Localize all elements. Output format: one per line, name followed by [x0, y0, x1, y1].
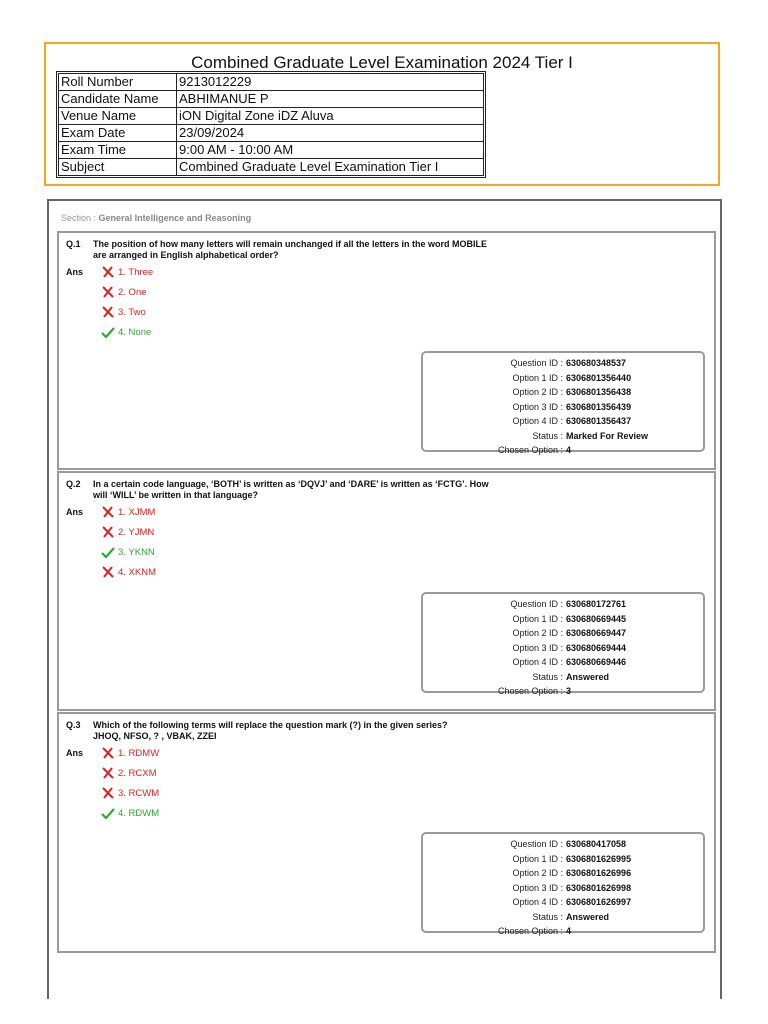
meta-key: Chosen Option :	[497, 926, 563, 936]
meta-row	[423, 598, 703, 611]
option-label: 1. Three	[118, 266, 154, 278]
option-label: 3. Two	[118, 306, 146, 318]
info-key: Exam Date	[59, 125, 177, 142]
meta-value: 6306801626997	[566, 897, 632, 907]
meta-value: 6306801356437	[566, 416, 632, 426]
question-text-line: In a certain code language, ‘BOTH’ is written as ‘DQVJ’ and ‘DARE’ is written as ‘FCTG’. How	[93, 479, 489, 489]
meta-row	[423, 882, 703, 895]
question-card-1	[57, 231, 716, 470]
meta-key: Status :	[532, 430, 563, 441]
info-row	[59, 108, 484, 125]
meta-row	[423, 430, 703, 443]
meta-key: Option 1 ID :	[512, 613, 563, 624]
meta-row	[423, 401, 703, 414]
section-container	[47, 199, 722, 999]
meta-row	[423, 867, 703, 880]
info-row	[59, 74, 484, 91]
meta-row	[423, 838, 703, 851]
meta-key: Option 4 ID :	[512, 897, 563, 907]
check-icon	[101, 326, 115, 338]
info-key: Subject	[59, 159, 177, 176]
question-meta	[421, 351, 705, 455]
meta-row	[423, 642, 703, 655]
meta-value: 6306801356439	[566, 401, 632, 412]
meta-value: 4	[566, 926, 572, 936]
cross-icon	[101, 526, 115, 538]
question-text-line: are arranged in English alphabetical order?	[93, 250, 279, 260]
meta-value: 6306801626995	[566, 853, 632, 864]
meta-value: Answered	[566, 911, 610, 922]
meta-row	[423, 853, 703, 866]
question-text-line: will ‘WILL’ be written in that language?	[93, 490, 259, 500]
question-text-line: Which of the following terms will replace the question mark (?) in the given series?	[93, 720, 448, 730]
meta-value: 6306801626996	[566, 868, 632, 878]
meta-row	[423, 627, 703, 640]
meta-key: Option 2 ID :	[512, 868, 563, 878]
meta-row	[423, 372, 703, 385]
meta-key: Option 4 ID :	[512, 416, 563, 426]
exam-title: Combined Graduate Level Examination 2024 Tier I	[191, 53, 573, 72]
question-text	[93, 479, 533, 501]
meta-value: Answered	[566, 671, 610, 682]
meta-key: Chosen Option :	[497, 686, 563, 696]
info-row	[59, 159, 484, 176]
meta-key: Option 4 ID :	[512, 657, 563, 667]
question-meta	[421, 592, 705, 696]
meta-key: Option 3 ID :	[512, 882, 563, 893]
meta-value: 630680669445	[566, 613, 627, 624]
option-2	[101, 286, 147, 298]
meta-row	[423, 386, 703, 399]
cross-icon	[101, 566, 115, 578]
info-value: 9213012229	[177, 74, 484, 91]
info-key: Exam Time	[59, 142, 177, 159]
option-label: 4. RDWM	[118, 807, 160, 819]
meta-key: Status :	[532, 911, 563, 922]
meta-key: Status :	[532, 671, 563, 682]
option-3	[101, 546, 155, 558]
section-heading	[61, 213, 251, 223]
meta-value: 630680172761	[566, 599, 627, 609]
info-value: Combined Graduate Level Examination Tier I	[177, 159, 484, 176]
meta-row	[423, 415, 703, 428]
meta-value: 4	[566, 445, 572, 455]
section-prefix: Section :	[61, 213, 97, 223]
option-1	[101, 506, 155, 518]
info-row	[59, 125, 484, 142]
section-name: General Intelligence and Reasoning	[98, 213, 252, 223]
meta-value: 6306801626998	[566, 882, 632, 893]
meta-value: 630680348537	[566, 358, 627, 368]
info-key: Roll Number	[59, 74, 177, 91]
question-text-line: The position of how many letters will remain unchanged if all the letters in the word MOBILE	[93, 239, 488, 249]
option-label: 1. XJMM	[118, 506, 156, 518]
meta-value: Marked For Review	[566, 430, 649, 441]
option-label: 2. YJMN	[118, 526, 155, 538]
meta-value: 6306801356440	[566, 372, 632, 383]
cross-icon	[101, 747, 115, 759]
meta-value: 6306801356438	[566, 387, 632, 397]
meta-key: Question ID :	[510, 839, 563, 849]
option-1	[101, 266, 153, 278]
info-value: iON Digital Zone iDZ Aluva	[177, 108, 484, 125]
check-icon	[101, 807, 115, 819]
option-label: 1. RDMW	[118, 747, 160, 759]
question-card-2	[57, 471, 716, 711]
info-key: Venue Name	[59, 108, 177, 125]
option-label: 3. YKNN	[118, 546, 155, 558]
meta-row	[423, 656, 703, 669]
info-value: 9:00 AM - 10:00 AM	[177, 142, 484, 159]
option-label: 4. XKNM	[118, 566, 157, 578]
ans-label: Ans	[66, 748, 84, 758]
meta-key: Option 3 ID :	[512, 401, 563, 412]
option-label: 4. None	[118, 326, 152, 338]
cross-icon	[101, 506, 115, 518]
meta-key: Option 2 ID :	[512, 628, 563, 638]
question-number: Q.3	[66, 720, 81, 730]
question-text	[93, 720, 533, 742]
info-value: 23/09/2024	[177, 125, 484, 142]
meta-value: 630680417058	[566, 839, 627, 849]
option-4	[101, 566, 156, 578]
meta-row	[423, 896, 703, 909]
meta-key: Question ID :	[510, 599, 563, 609]
info-row	[59, 91, 484, 108]
cross-icon	[101, 266, 115, 278]
option-label: 3. RCWM	[118, 787, 160, 799]
question-number: Q.1	[66, 239, 81, 249]
ans-label: Ans	[66, 507, 84, 517]
option-4	[101, 326, 151, 338]
meta-row	[423, 444, 703, 457]
meta-key: Option 1 ID :	[512, 853, 563, 864]
option-3	[101, 787, 159, 799]
meta-value: 630680669447	[566, 628, 627, 638]
cross-icon	[101, 286, 115, 298]
meta-value: 630680669444	[566, 642, 627, 653]
question-meta	[421, 832, 705, 936]
check-icon	[101, 546, 115, 558]
meta-row	[423, 685, 703, 698]
meta-row	[423, 357, 703, 370]
option-4	[101, 807, 159, 819]
info-row	[59, 142, 484, 159]
question-number: Q.2	[66, 479, 81, 489]
info-value: ABHIMANUE P	[177, 91, 484, 108]
option-1	[101, 747, 159, 759]
candidate-info-table	[58, 73, 484, 176]
meta-key: Option 2 ID :	[512, 387, 563, 397]
meta-key: Question ID :	[510, 358, 563, 368]
option-label: 2. One	[118, 286, 147, 298]
option-label: 2. RCXM	[118, 767, 157, 779]
option-2	[101, 526, 154, 538]
option-3	[101, 306, 146, 318]
cross-icon	[101, 306, 115, 318]
exam-header	[44, 42, 720, 186]
meta-row	[423, 911, 703, 924]
meta-value: 630680669446	[566, 657, 627, 667]
meta-row	[423, 671, 703, 684]
cross-icon	[101, 767, 115, 779]
meta-value: 3	[566, 686, 572, 696]
meta-row	[423, 613, 703, 626]
meta-row	[423, 925, 703, 938]
meta-key: Option 1 ID :	[512, 372, 563, 383]
question-text	[93, 239, 533, 261]
ans-label: Ans	[66, 267, 84, 277]
meta-key: Option 3 ID :	[512, 642, 563, 653]
question-card-3	[57, 712, 716, 953]
meta-key: Chosen Option :	[497, 445, 563, 455]
info-key: Candidate Name	[59, 91, 177, 108]
question-text-line: JHOQ, NFSO, ? , VBAK, ZZEI	[93, 731, 217, 741]
option-2	[101, 767, 157, 779]
cross-icon	[101, 787, 115, 799]
